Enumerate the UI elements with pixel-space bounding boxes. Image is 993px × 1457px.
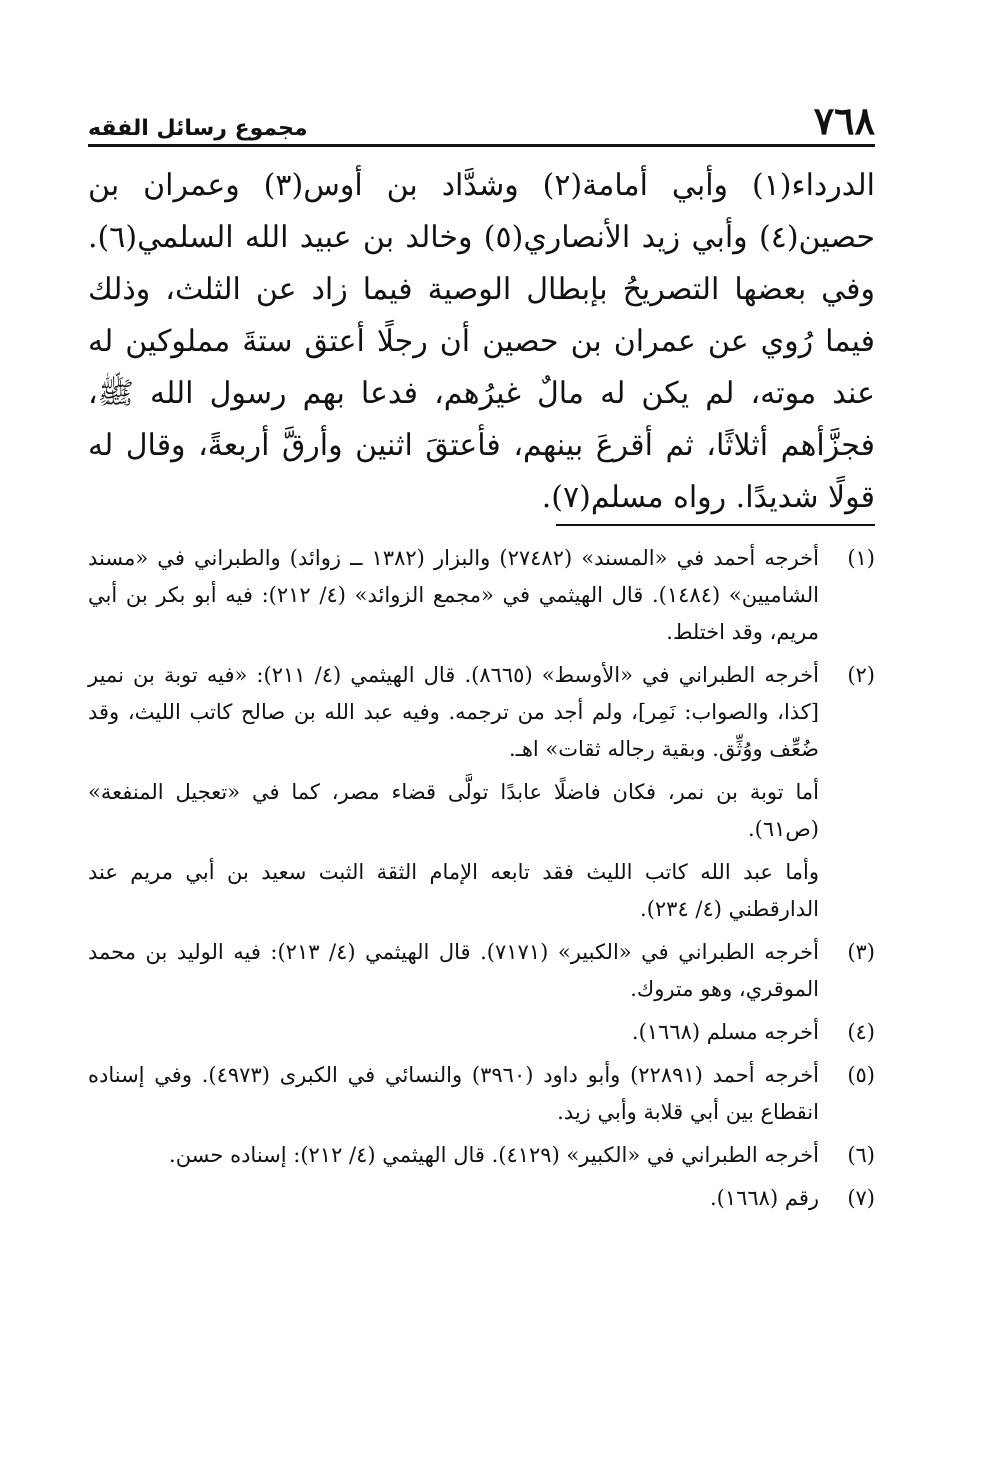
footnote-5 (88, 1057, 875, 1131)
footnote-text: أخرجه الطبراني في «الكبير» (٧١٧١). قال الهيثمي (٤/ ٢١٣): فيه الوليد بن محمد الموقري، وهو متروك. (88, 940, 819, 1001)
footnote-text: أخرجه أحمد في «المسند» (٢٧٤٨٢) والبزار (١٣٨٢ ــ زوائد) والطبراني في «مسند الشاميين» (١٤٨٤). قال الهيثمي في «مجمع الزوائد» (٤/ ٢١٢): فيه أبو بكر بن أبي مريم، وقد اختلط. (88, 546, 819, 644)
footnotes (88, 540, 875, 1223)
footnote-6 (88, 1137, 875, 1174)
footnote-4 (88, 1014, 875, 1051)
footnote-text: أخرجه الطبراني في «الأوسط» (٨٦٦٥). قال الهيثمي (٤/ ٢١١): «فيه توبة بن نمير [كذا، والصواب: نَمِر]، ولم أجد من ترجمه. وفيه عبد الله بن صالح كاتب الليث، وقد ضُعِّف ووُثِّق. وبقية رجاله ثقات» اهـ. (88, 663, 819, 761)
running-title: مجموع رسائل الفقه (88, 116, 308, 141)
footnote-number: (٥) (847, 1063, 875, 1087)
footnote-1 (88, 540, 875, 651)
footnote-body (88, 1014, 819, 1051)
main-text (88, 160, 875, 524)
footnote-text: وأما عبد الله كاتب الليث فقد تابعه الإمام الثقة الثبت سعيد بن أبي مريم عند الدارقطني (٤/ ٢٣٤). (88, 860, 819, 921)
footnote-body (88, 1057, 819, 1131)
footnote-text: أخرجه أحمد (٢٢٨٩١) وأبو داود (٣٩٦٠) والنسائي في الكبرى (٤٩٧٣). وفي إسناده انقطاع بين أبي قلابة وأبي زيد. (88, 1063, 820, 1124)
footnote-body (88, 934, 819, 1008)
footnote-number: (٢) (847, 663, 875, 687)
footnote-body (88, 1137, 819, 1174)
footnote-separator (556, 524, 875, 526)
main-paragraph: الدرداء(١) وأبي أمامة(٢) وشدَّاد بن أوس(٣) وعمران بن حصين(٤) وأبي زيد الأنصاري(٥) وخالد بن عبيد الله السلمي(٦). وفي بعضها التصريحُ بإبطال الوصية فيما زاد عن الثلث، وذلك فيما رُوي عن عمران بن حصين أن رجلًا أعتق ستةَ مملوكين له عند موته، لم يكن له مالٌ غيرُهم، فدعا بهم رسول الله ﷺ، فجزَّأهم أثلاثًا، ثم أقرعَ بينهم، فأعتقَ اثنين وأرقَّ أربعةً، وقال له قولًا شديدًا. رواه مسلم(٧). (88, 168, 875, 515)
footnote-number: (٦) (847, 1143, 875, 1167)
footnote-text: رقم (١٦٦٨). (709, 1186, 819, 1210)
footnote-3 (88, 934, 875, 1008)
header-rule (88, 144, 875, 147)
footnote-7 (88, 1180, 875, 1217)
footnote-text: أخرجه مسلم (١٦٦٨). (631, 1020, 819, 1044)
footnote-body (88, 1180, 819, 1217)
page-header (88, 92, 875, 143)
footnote-body (88, 540, 819, 651)
footnote-2 (88, 657, 875, 928)
footnote-number: (٣) (847, 940, 875, 964)
footnote-body (88, 657, 819, 928)
footnote-text: أما توبة بن نمر، فكان فاضلًا عابدًا تولَّى قضاء مصر، كما في «تعجيل المنفعة» (ص٦١). (88, 780, 819, 841)
page-number: ٧٦٨ (813, 98, 875, 143)
footnote-number: (١) (847, 546, 875, 570)
footnote-number: (٤) (847, 1020, 875, 1044)
footnote-number: (٧) (847, 1186, 875, 1210)
footnote-text: أخرجه الطبراني في «الكبير» (٤١٢٩). قال الهيثمي (٤/ ٢١٢): إسناده حسن. (169, 1143, 819, 1167)
